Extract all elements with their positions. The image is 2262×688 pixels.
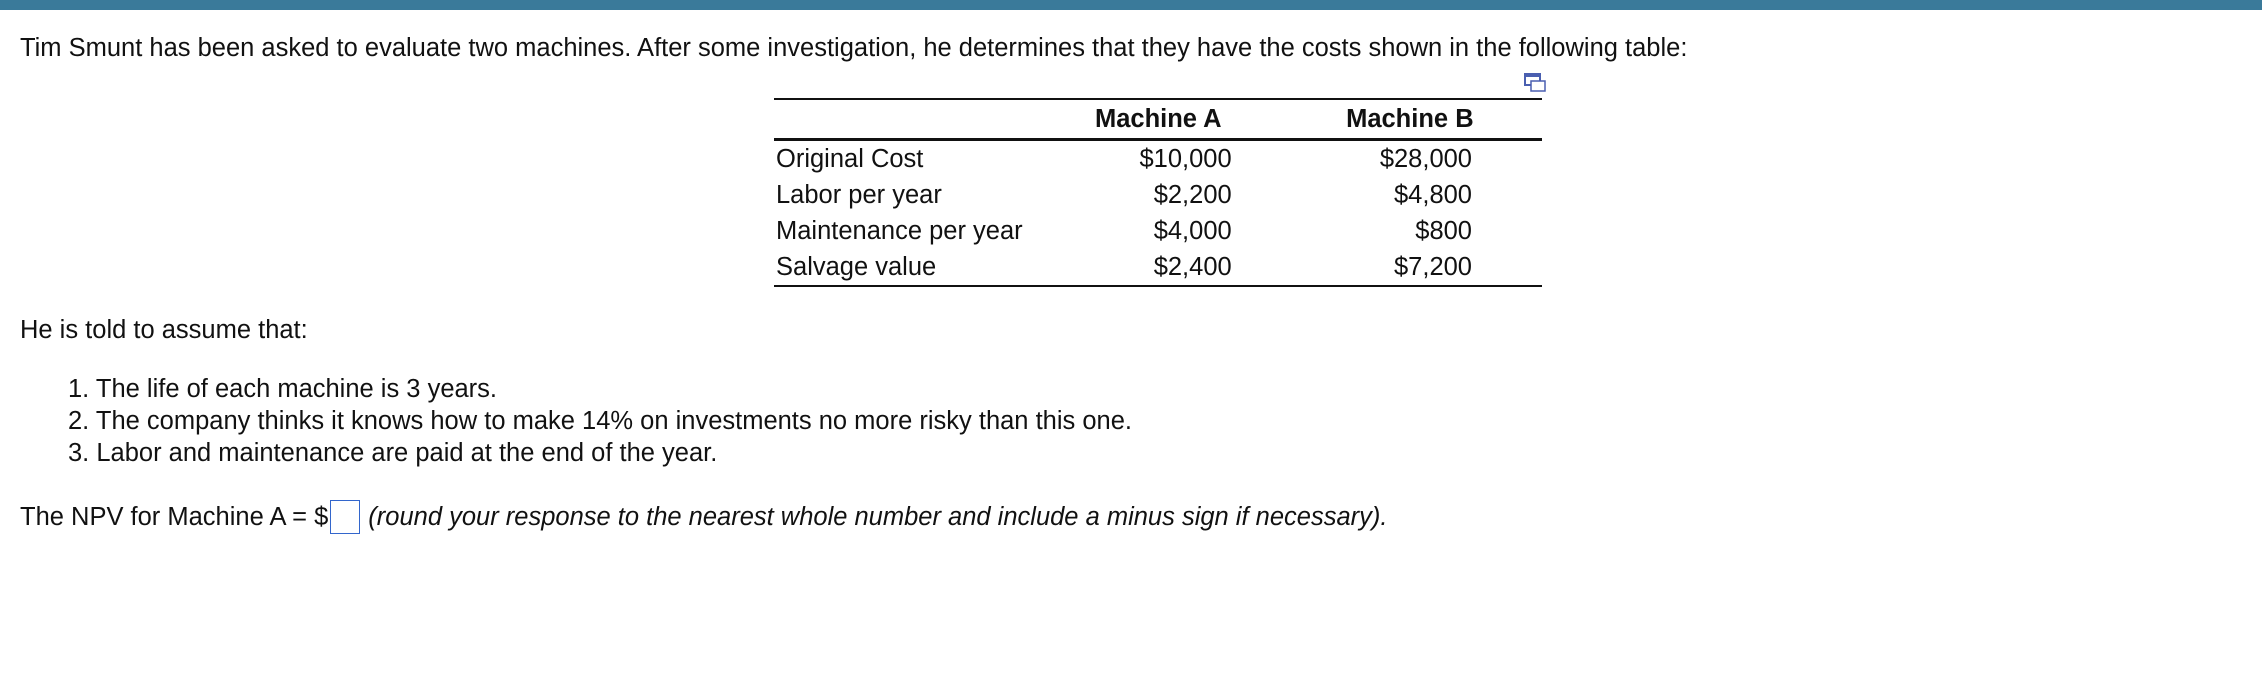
row-label: Original Cost (776, 144, 924, 173)
assumption-item: 3. Labor and maintenance are paid at the end of the year. (68, 439, 718, 467)
table-header-machine-b: Machine B (1346, 104, 1474, 133)
top-bar (0, 0, 2262, 10)
table-row (774, 140, 1542, 178)
npv-answer-input[interactable] (330, 500, 360, 534)
assumption-item: 1. The life of each machine is 3 years. (68, 375, 498, 403)
table-header-label (774, 99, 1039, 140)
cost-table (774, 98, 1542, 287)
table-header-row (774, 99, 1542, 140)
table-row (774, 249, 1542, 286)
popout-window-icon[interactable] (1524, 71, 1546, 93)
question-prefix: The NPV for Machine A = $ (20, 502, 329, 531)
machine-b-value: $800 (1415, 216, 1472, 245)
machine-a-value: $2,200 (1153, 180, 1232, 209)
machine-b-value: $4,800 (1394, 180, 1472, 209)
rounding-hint: (round your response to the nearest whole number and include a minus sign if necessary). (368, 502, 1388, 531)
machine-a-value: $2,400 (1153, 252, 1232, 281)
table-row (774, 213, 1542, 249)
assumptions-intro: He is told to assume that: (20, 316, 308, 344)
table-header-machine-a: Machine A (1094, 104, 1222, 133)
row-label: Salvage value (776, 252, 937, 281)
npv-question (20, 500, 1387, 534)
assumption-item: 2. The company thinks it knows how to make 14% on investments no more risky than this one. (68, 407, 1132, 435)
assumptions-list (68, 373, 1132, 469)
row-label: Labor per year (776, 180, 942, 209)
problem-intro: Tim Smunt has been asked to evaluate two machines. After some investigation, he determines that they have the costs shown in the following table: (20, 34, 1688, 62)
machine-b-value: $28,000 (1379, 144, 1472, 173)
machine-b-value: $7,200 (1394, 252, 1472, 281)
row-label: Maintenance per year (776, 216, 1023, 245)
machine-a-value: $4,000 (1153, 216, 1232, 245)
machine-a-value: $10,000 (1139, 144, 1232, 173)
table-row (774, 177, 1542, 213)
